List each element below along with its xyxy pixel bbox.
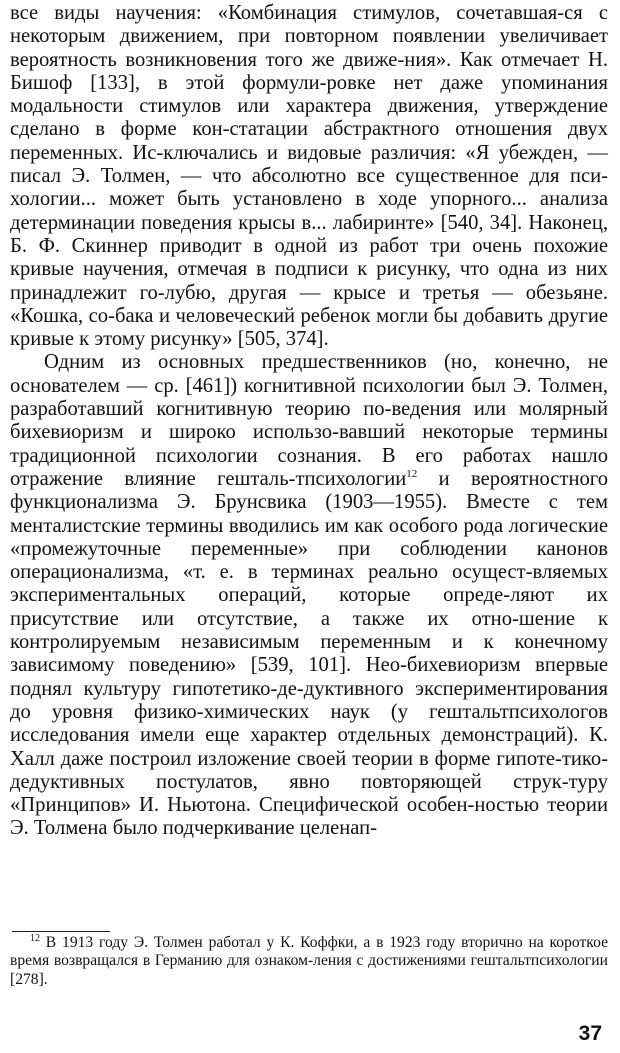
paragraph-continued: все виды научения: «Комбинация стимулов, сочетавшая-ся с некоторым движением, при повторном появлении увеличивает вероятность возникновения того же движе-ния». Как отмечает Н. Бишоф [133], в этой формули-ровке нет даже упоминания модальности стимулов или характера движения, утверждение сделано в форме кон-статации абстрактного отношения двух переменных. Ис-ключались и видовые различия: «Я убежден, — писал Э. Толмен, — что абсолютно все существенное для пси-хологии... может быть установлено в ходе упорного... анализа детерминации поведения крысы в... лабиринте» [540, 34]. Наконец, Б. Ф. Скиннер приводит в одной из работ три очень похожие кривые научения, отмечая в подписи к рисунку, что одна из них принадлежит го-лубю, другая — крысе и третья — обезьяне. «Кошка, со-бака и человеческий ребенок могли бы добавить другие кривые к этому рисунку» [505, 374]. bbox=[10, 2, 608, 351]
paragraph-tolman-text-end: и вероятностного функционализма Э. Брунсвика (1903—1955). Вместе с тем менталистские термины вводились им как особого рода логические «промежуточные переменные» при соблюдении канонов операционализма, «т. е. в терминах реально осущест-вляемых экспериментальных операций, которые опреде-ляют их присутствие или отсутствие, а также их отно-шение к контролируемым независимым переменным и к конечному зависимому поведению» [539, 101]. Нео-бихевиоризм впервые поднял культуру гипотетико-де-дуктивного экспериментирования до уровня физико-химических наук (у гештальтпсихологов исследования имели еще характер отдельных демонстраций). К. Халл даже построил изложение своей теории в форме гипоте-тико-дедуктивных постулатов, явно повторяющей струк-туру «Принципов» И. Ньютона. Специфической особен-ностью теории Э. Толмена было подчеркивание целенап- bbox=[10, 467, 608, 840]
footnote-divider bbox=[12, 931, 110, 932]
footnote-text: В 1913 году Э. Толмен работал у К. Коффки, а в 1923 году вторично на короткое время возвращался в Германию для ознаком-ления с достижениями гештальтпсихологии [278]. bbox=[10, 934, 608, 988]
paragraph-tolman bbox=[10, 351, 608, 840]
footnote-marker: 12 bbox=[30, 933, 40, 944]
page-number: 37 bbox=[578, 1022, 602, 1045]
page-body bbox=[10, 2, 608, 841]
footnote-reference-12: 12 bbox=[406, 467, 418, 480]
paragraph-tolman-text-start: Одним из основных предшественников (но, конечно, не основателем — ср. [461]) когнитивной психологии был Э. Толмен, разработавший когнитивную теорию по-ведения или молярный бихевиоризм и широко использо-вавший некоторые термины традиционной психологии сознания. В его работах нашло отражение влияние гешталь-тпсихологии bbox=[10, 351, 608, 490]
footnote bbox=[10, 934, 608, 989]
